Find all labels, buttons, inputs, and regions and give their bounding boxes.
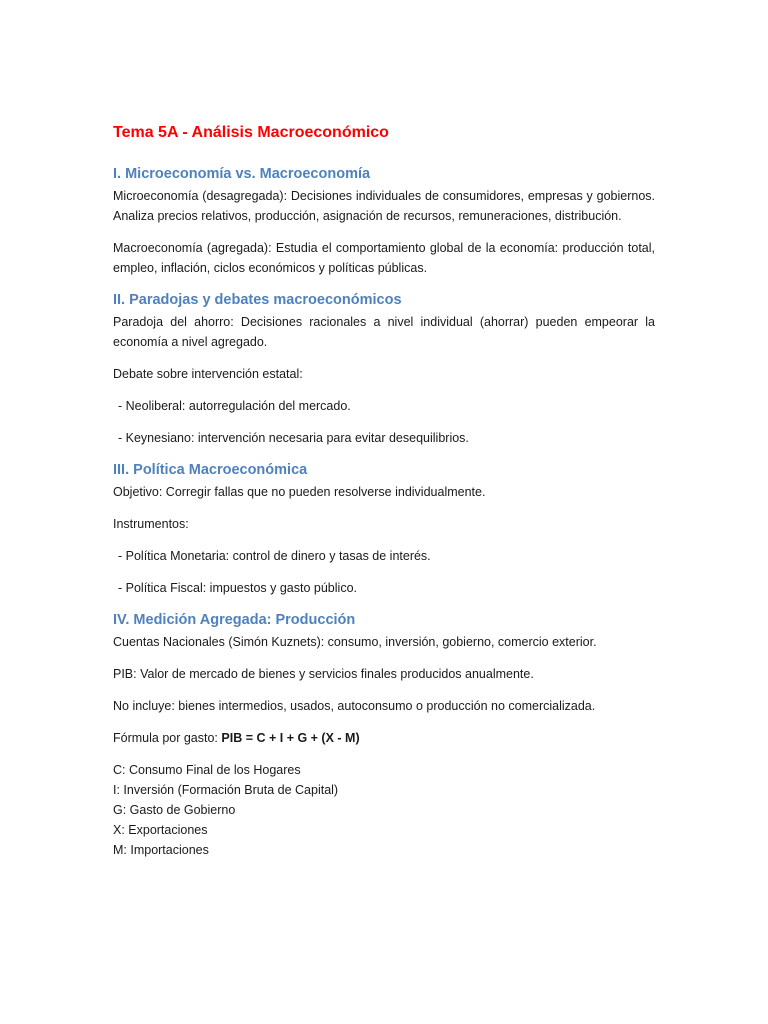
document-page [113,122,655,860]
document-title: Tema 5A - Análisis Macroeconómico [113,124,389,141]
definition-gasto-gobierno: G: Gasto de Gobierno [113,803,236,817]
formula-prefix: Fórmula por gasto: [113,731,222,745]
bullet-neoliberal: - Neoliberal: autorregulación del mercado. [118,399,351,413]
paragraph-cuentas-nacionales: Cuentas Nacionales (Simón Kuznets): consumo, inversión, gobierno, comercio exterior. [113,635,597,649]
definition-consumo: C: Consumo Final de los Hogares [113,763,301,777]
section-heading-paradojas: II. Paradojas y debates macroeconómicos [113,292,402,308]
formula-expression: PIB = C + I + G + (X - M) [221,731,360,745]
definition-list [113,760,655,860]
paragraph-debate-intervencion: Debate sobre intervención estatal: [113,367,303,381]
definition-exportaciones: X: Exportaciones [113,823,208,837]
section-heading-microeconomia: I. Microeconomía vs. Macroeconomía [113,166,371,182]
bullet-politica-monetaria: - Política Monetaria: control de dinero y tasas de interés. [118,549,431,563]
bullet-keynesiano: - Keynesiano: intervención necesaria para evitar desequilibrios. [118,431,469,445]
paragraph-objetivo: Objetivo: Corregir fallas que no pueden resolverse individualmente. [113,485,486,499]
paragraph-formula [113,728,655,748]
section-heading-politica: III. Política Macroeconómica [113,462,308,478]
paragraph-no-incluye: No incluye: bienes intermedios, usados, autoconsumo o producción no comercializada. [113,699,596,713]
bullet-politica-fiscal: - Política Fiscal: impuestos y gasto público. [118,581,357,595]
paragraph-paradoja-ahorro: Paradoja del ahorro: Decisiones racionales a nivel individual (ahorrar) pueden empeorar la economía a nivel agregado. [113,315,655,349]
paragraph-macroeconomia: Macroeconomía (agregada): Estudia el comportamiento global de la economía: producción total, empleo, inflación, ciclos económicos y políticas públicas. [113,241,655,275]
paragraph-pib: PIB: Valor de mercado de bienes y servicios finales producidos anualmente. [113,667,534,681]
section-heading-medicion: IV. Medición Agregada: Producción [113,612,356,628]
definition-importaciones: M: Importaciones [113,843,209,857]
paragraph-microeconomia: Microeconomía (desagregada): Decisiones individuales de consumidores, empresas y gobiernos. Analiza precios relativos, producción, asignación de recursos, remuneraciones, distribución. [113,189,655,223]
definition-inversion: I: Inversión (Formación Bruta de Capital) [113,783,339,797]
paragraph-instrumentos: Instrumentos: [113,517,189,531]
